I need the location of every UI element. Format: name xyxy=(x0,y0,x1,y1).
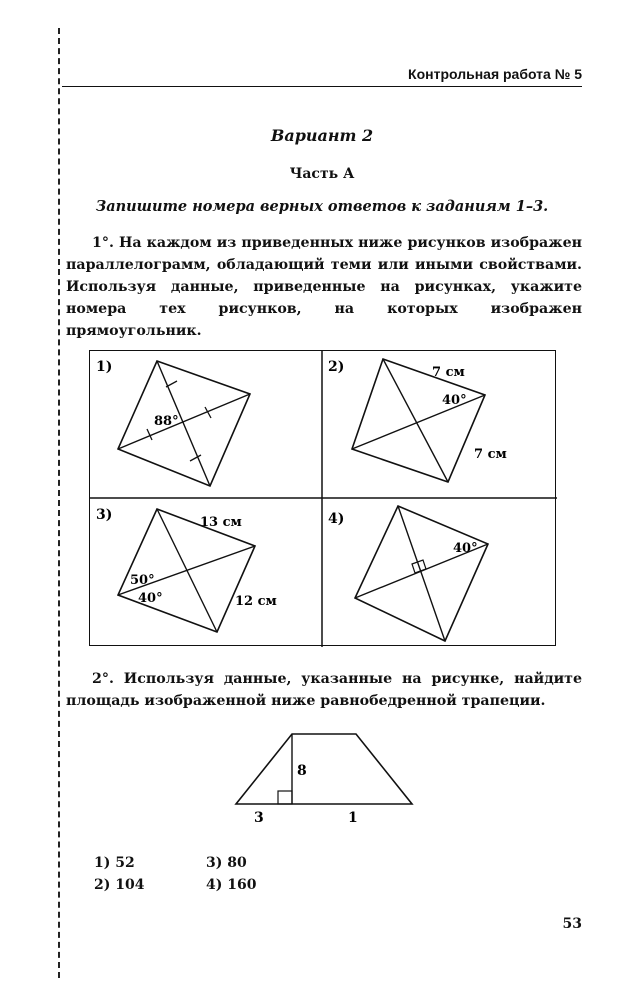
left-segment-label: 3 xyxy=(254,810,264,826)
cut-line xyxy=(58,28,60,978)
figure-3-side-top: 13 см xyxy=(200,515,242,530)
task-2-trapezoid xyxy=(220,728,420,832)
figure-1 xyxy=(96,359,250,486)
answer-option-2: 2) 104 xyxy=(94,877,145,893)
right-segment-label: 1 xyxy=(348,810,358,826)
task-1-figures xyxy=(89,350,556,646)
answer-option-3: 3) 80 xyxy=(206,855,247,871)
figure-2-shape xyxy=(352,359,485,482)
part-title: Часть А xyxy=(289,166,355,182)
figure-4-angle: 40° xyxy=(453,541,478,556)
figure-4 xyxy=(328,506,488,641)
figure-3-side-right: 12 см xyxy=(235,594,277,609)
height-label: 8 xyxy=(297,763,307,779)
trapezoid-shape xyxy=(236,734,412,804)
instruction: Запишите номера верных ответов к заданиям 1–3. xyxy=(95,198,549,215)
figure-1-angle: 88° xyxy=(154,414,179,429)
answer-option-1: 1) 52 xyxy=(94,855,135,871)
figure-3 xyxy=(96,507,277,632)
page-header: Контрольная работа № 5 xyxy=(62,66,582,87)
task-2-text: 2°. Используя данные, указанные на рисунке, найдите площадь изображенной ниже равнобедренной трапеции. xyxy=(66,671,582,709)
answer-option-4: 4) 160 xyxy=(206,877,257,893)
figure-2 xyxy=(328,359,507,482)
figure-1-label: 1) xyxy=(96,359,113,375)
figures-svg xyxy=(90,351,557,647)
figure-2-label: 2) xyxy=(328,359,345,375)
page-number: 53 xyxy=(562,916,582,932)
figure-3-angle-1: 50° xyxy=(130,573,155,588)
trapezoid-right-angle-mark xyxy=(278,791,292,804)
figure-3-label: 3) xyxy=(96,507,113,523)
variant-title: Вариант 2 xyxy=(270,126,374,145)
figure-2-side-top: 7 см xyxy=(432,365,465,380)
figure-2-side-right: 7 см xyxy=(474,447,507,462)
task-1-text: 1°. На каждом из приведенных ниже рисунков изображен параллелограмм, обладающий теми или иными свойствами. Используя данные, приведенные на рисунках, укажите номера тех рисунков, на которых изображен прямоугольник. xyxy=(66,235,582,339)
figure-2-angle: 40° xyxy=(442,393,467,408)
trapezoid-svg xyxy=(220,728,420,828)
figure-3-angle-2: 40° xyxy=(138,591,163,606)
figure-4-label: 4) xyxy=(328,511,345,527)
